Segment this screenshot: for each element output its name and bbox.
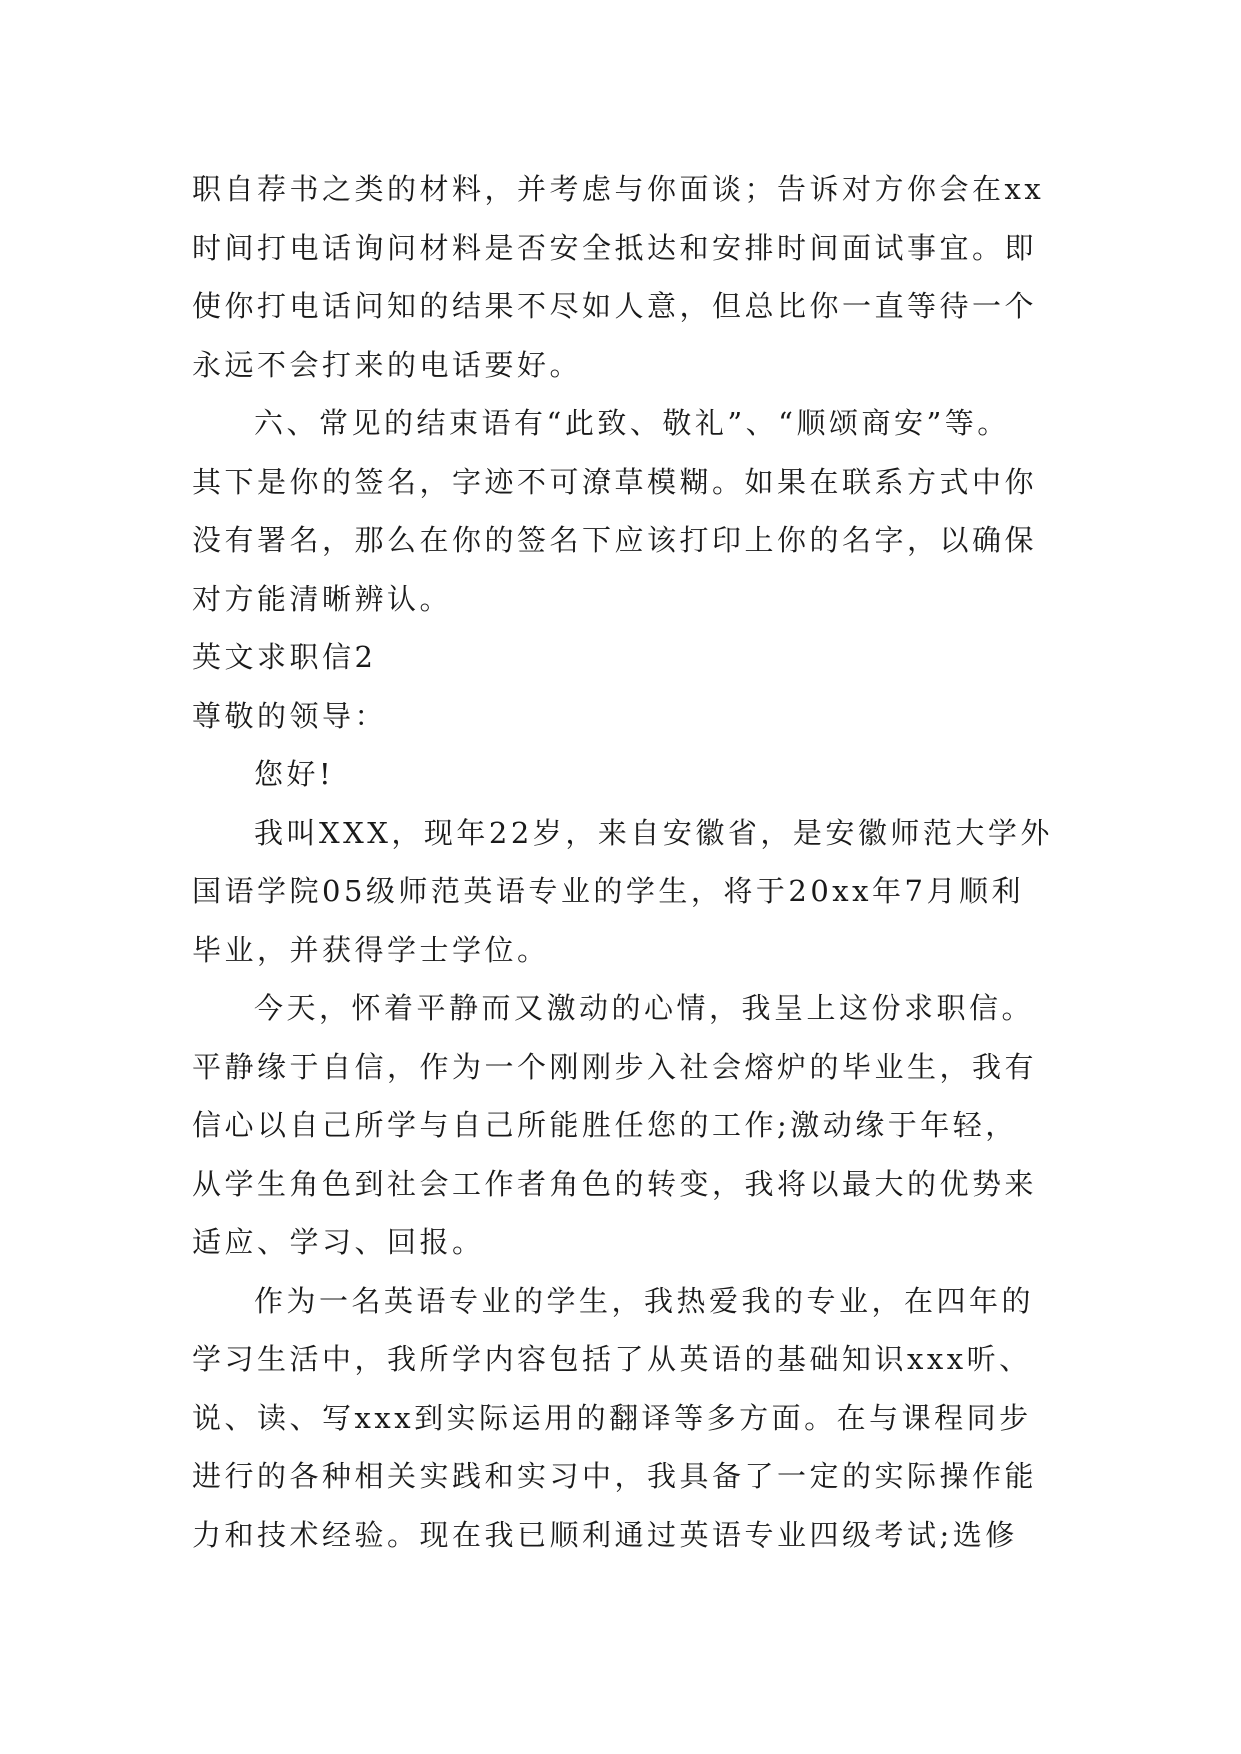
paragraph-start-line: 我叫XXX，现年22岁，来自安徽省，是安徽师范大学外 [254, 815, 1053, 850]
text-line: 进行的各种相关实践和实习中，我具备了一定的实际操作能 [192, 1459, 1038, 1493]
text-line: 学习生活中，我所学内容包括了从英语的基础知识xxx听、 [192, 1342, 1032, 1376]
text-line: 其下是你的签名，字迹不可潦草模糊。如果在联系方式中你 [192, 464, 1038, 499]
paragraph-start-line: 六、常见的结束语有“此致、敬礼”、“顺颂商安”等。 [254, 406, 1010, 440]
text-line: 没有署名，那么在你的签名下应该打印上你的名字，以确保 [192, 523, 1038, 557]
section-title: 英文求职信2 [192, 640, 377, 674]
text-line: 永远不会打来的电话要好。 [192, 347, 583, 382]
document-body [192, 160, 1072, 1564]
text-line: 毕业，并获得学士学位。 [192, 932, 550, 967]
text-line: 从学生角色到社会工作者角色的转变，我将以最大的优势来 [192, 1166, 1038, 1201]
text-line: 使你打电话问知的结果不尽如人意，但总比你一直等待一个 [192, 289, 1038, 323]
text-line: 说、读、写xxx到实际运用的翻译等多方面。在与课程同步 [192, 1400, 1032, 1435]
text-line: 信心以自己所学与自己所能胜任您的工作;激动缘于年轻， [192, 1108, 1018, 1142]
salutation: 尊敬的领导： [192, 698, 388, 733]
text-line: 国语学院05级师范英语专业的学生，将于20xx年7月顺利 [192, 874, 1024, 908]
text-line: 时间打电话询问材料是否安全抵达和安排时间面试事宜。即 [192, 230, 1038, 265]
text-line: 力和技术经验。现在我已顺利通过英语专业四级考试;选修 [192, 1517, 1018, 1552]
text-line: 适应、学习、回报。 [192, 1225, 485, 1259]
text-line: 平静缘于自信，作为一个刚刚步入社会熔炉的毕业生，我有 [192, 1049, 1038, 1084]
text-line: 对方能清晰辨认。 [192, 581, 453, 616]
paragraph-start-line: 今天，怀着平静而又激动的心情，我呈上这份求职信。 [254, 991, 1035, 1025]
text-line: 职自荐书之类的材料，并考虑与你面谈；告诉对方你会在xx [192, 172, 1045, 206]
greeting: 您好! [254, 757, 335, 791]
paragraph-start-line: 作为一名英语专业的学生，我热爱我的专业，在四年的 [254, 1283, 1035, 1318]
